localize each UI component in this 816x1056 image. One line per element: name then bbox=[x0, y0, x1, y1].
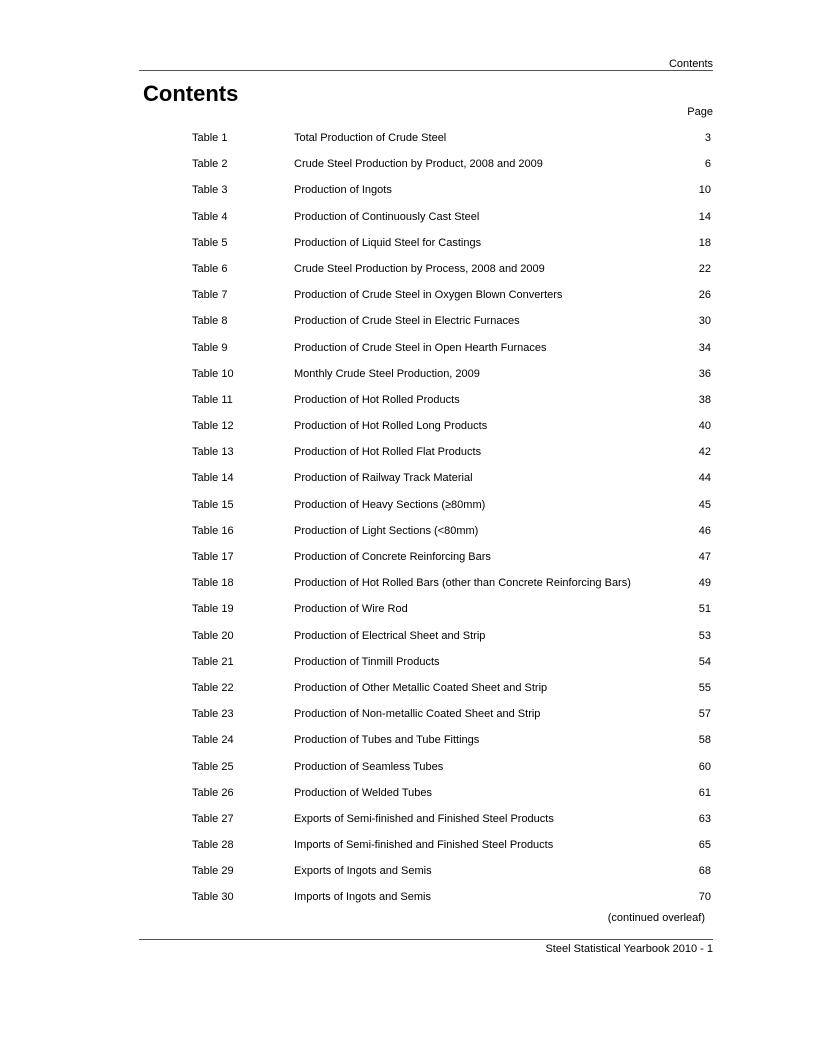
toc-entry-page: 42 bbox=[698, 446, 711, 459]
toc-entry-page: 53 bbox=[698, 629, 711, 642]
toc-entry-page: 34 bbox=[698, 341, 711, 354]
toc-entry-number: Table 17 bbox=[192, 551, 234, 563]
toc-entry-page: 14 bbox=[698, 210, 711, 223]
toc-entry-number: Table 11 bbox=[192, 393, 233, 406]
toc-entry-number: Table 7 bbox=[192, 289, 228, 302]
toc-entry-page: 68 bbox=[698, 865, 711, 878]
toc-entry-page: 36 bbox=[698, 367, 711, 380]
toc-entry-page: 58 bbox=[698, 734, 711, 747]
footer-rule bbox=[139, 939, 713, 940]
toc-entry-number: Table 28 bbox=[192, 839, 234, 852]
toc-entry-number: Table 12 bbox=[192, 420, 234, 433]
toc-entry bbox=[0, 492, 816, 518]
toc-entry-title: Production of Crude Steel in Open Hearth Furnaces bbox=[294, 341, 547, 354]
toc-entry-number: Table 8 bbox=[192, 315, 228, 328]
toc-entry-title: Exports of Ingots and Semis bbox=[294, 865, 432, 878]
toc-entry bbox=[0, 308, 816, 334]
toc-entry-title: Production of Hot Rolled Flat Products bbox=[294, 446, 482, 459]
toc-entry-title: Imports of Ingots and Semis bbox=[294, 891, 431, 904]
toc-entry-number: Table 29 bbox=[192, 865, 234, 878]
toc-entry bbox=[0, 125, 816, 151]
header-rule bbox=[139, 70, 713, 71]
toc-entry-number: Table 23 bbox=[192, 708, 234, 721]
toc-entry-number: Table 30 bbox=[192, 891, 234, 904]
toc-entry-number: Table 10 bbox=[192, 367, 234, 380]
toc-entry-page: 45 bbox=[698, 498, 711, 511]
toc-entry-title: Production of Light Sections (<80mm) bbox=[294, 524, 479, 537]
toc-entry bbox=[0, 701, 816, 727]
toc-entry bbox=[0, 413, 816, 439]
toc-entry-page: 47 bbox=[698, 551, 711, 563]
toc-entry-number: Table 3 bbox=[192, 184, 228, 197]
toc-entry-title: Production of Crude Steel in Oxygen Blown Converters bbox=[294, 289, 563, 302]
toc-entry bbox=[0, 596, 816, 622]
toc-entry-title: Total Production of Crude Steel bbox=[294, 132, 447, 144]
page-title: Contents bbox=[143, 81, 239, 106]
toc-entry-number: Table 18 bbox=[192, 577, 234, 590]
toc-entry-page: 10 bbox=[698, 184, 711, 197]
toc-entry-page: 57 bbox=[698, 708, 711, 721]
toc-entry-title: Crude Steel Production by Process, 2008 and 2009 bbox=[294, 262, 545, 275]
toc-entry-number: Table 21 bbox=[192, 655, 234, 668]
toc-entry bbox=[0, 177, 816, 203]
toc-entry-title: Production of Liquid Steel for Castings bbox=[294, 236, 482, 249]
toc-entry bbox=[0, 465, 816, 491]
toc-entry-title: Production of Seamless Tubes bbox=[294, 760, 444, 773]
toc-entry-title: Production of Wire Rod bbox=[294, 603, 408, 616]
toc-entry bbox=[0, 806, 816, 832]
toc-entry-title: Production of Crude Steel in Electric Furnaces bbox=[294, 315, 520, 328]
toc-entry-number: Table 1 bbox=[192, 132, 228, 144]
toc-entry-page: 3 bbox=[704, 132, 711, 144]
toc-entry-title: Production of Tinmill Products bbox=[294, 655, 440, 668]
toc-entry-number: Table 20 bbox=[192, 629, 234, 642]
toc-entry-title: Exports of Semi-finished and Finished Steel Products bbox=[294, 812, 554, 825]
toc-entry-title: Production of Concrete Reinforcing Bars bbox=[294, 551, 491, 563]
toc-entry-title: Imports of Semi-finished and Finished Steel Products bbox=[294, 839, 554, 852]
toc-entry-title: Production of Non-metallic Coated Sheet and Strip bbox=[294, 708, 541, 721]
toc-entry-title: Production of Electrical Sheet and Strip bbox=[294, 629, 486, 642]
toc-entry-number: Table 13 bbox=[192, 446, 234, 459]
toc-entry-number: Table 14 bbox=[192, 472, 234, 485]
toc-entry-number: Table 24 bbox=[192, 734, 234, 747]
toc-entry bbox=[0, 675, 816, 701]
toc-entry-title: Production of Welded Tubes bbox=[294, 786, 432, 799]
toc-entry-title: Production of Hot Rolled Long Products bbox=[294, 420, 488, 433]
toc-entry-number: Table 15 bbox=[192, 498, 234, 511]
running-header: Contents bbox=[668, 58, 713, 70]
toc-entry bbox=[0, 780, 816, 806]
toc-entry bbox=[0, 858, 816, 884]
toc-entry bbox=[0, 282, 816, 308]
toc-entry-number: Table 9 bbox=[192, 341, 228, 354]
toc-entry-number: Table 25 bbox=[192, 760, 234, 773]
page-column-label: Page bbox=[687, 106, 713, 118]
toc-entry-page: 38 bbox=[698, 393, 711, 406]
toc-entry bbox=[0, 204, 816, 230]
continued-note: (continued overleaf) bbox=[607, 912, 705, 924]
toc-entry-number: Table 6 bbox=[192, 262, 228, 275]
toc-entry-number: Table 5 bbox=[192, 236, 228, 249]
toc-entry-page: 40 bbox=[698, 420, 711, 433]
toc-entry-title: Crude Steel Production by Product, 2008 and 2009 bbox=[294, 158, 543, 171]
toc-entry-title: Production of Heavy Sections (≥80mm) bbox=[294, 498, 486, 511]
toc-entry bbox=[0, 439, 816, 465]
toc-entry-page: 6 bbox=[704, 158, 711, 171]
toc-entry bbox=[0, 256, 816, 282]
toc-entry bbox=[0, 544, 816, 570]
toc-entry-page: 63 bbox=[698, 812, 711, 825]
toc-entry-number: Table 27 bbox=[192, 812, 234, 825]
toc-entry-number: Table 2 bbox=[192, 158, 228, 171]
toc-entry-number: Table 16 bbox=[192, 524, 234, 537]
toc-entry-page: 55 bbox=[698, 681, 711, 694]
toc-entry-page: 22 bbox=[698, 262, 711, 275]
toc-entry bbox=[0, 387, 816, 413]
toc-entry bbox=[0, 230, 816, 256]
toc-entry bbox=[0, 754, 816, 780]
toc-entry-title: Production of Ingots bbox=[294, 184, 392, 197]
toc-entry bbox=[0, 623, 816, 649]
toc-entry bbox=[0, 151, 816, 177]
toc-entry bbox=[0, 727, 816, 753]
toc-entry-page: 60 bbox=[698, 760, 711, 773]
toc-entry-title: Production of Tubes and Tube Fittings bbox=[294, 734, 480, 747]
toc-entry bbox=[0, 361, 816, 387]
toc-entry-number: Table 19 bbox=[192, 603, 234, 616]
toc-entry-page: 44 bbox=[698, 472, 711, 485]
toc-entry-number: Table 26 bbox=[192, 786, 234, 799]
toc-entry-title: Production of Hot Rolled Bars (other than Concrete Reinforcing Bars) bbox=[294, 577, 631, 590]
toc-entry-page: 46 bbox=[698, 524, 711, 537]
toc-entry-title: Monthly Crude Steel Production, 2009 bbox=[294, 367, 480, 380]
toc-entry-title: Production of Continuously Cast Steel bbox=[294, 210, 480, 223]
toc-entry-page: 54 bbox=[698, 655, 711, 668]
toc-entry-title: Production of Railway Track Material bbox=[294, 472, 473, 485]
toc-entry bbox=[0, 832, 816, 858]
toc-entry-page: 18 bbox=[698, 236, 711, 249]
toc-entry-page: 26 bbox=[698, 289, 711, 302]
toc-entry bbox=[0, 335, 816, 361]
toc-entry-number: Table 22 bbox=[192, 681, 234, 694]
toc-entry-page: 49 bbox=[698, 577, 711, 590]
toc-entry-page: 61 bbox=[698, 786, 711, 799]
toc-entry-page: 70 bbox=[698, 891, 711, 904]
toc-entry-page: 30 bbox=[698, 315, 711, 328]
toc-entry bbox=[0, 649, 816, 675]
toc-entry-page: 65 bbox=[698, 839, 711, 852]
toc-entry-page: 51 bbox=[698, 603, 711, 616]
toc-entry-number: Table 4 bbox=[192, 210, 228, 223]
toc-entry-title: Production of Other Metallic Coated Sheet and Strip bbox=[294, 681, 548, 694]
table-of-contents bbox=[0, 125, 816, 911]
toc-entry bbox=[0, 518, 816, 544]
page-footer: Steel Statistical Yearbook 2010 - 1 bbox=[545, 943, 713, 955]
toc-entry bbox=[0, 884, 816, 910]
toc-entry bbox=[0, 570, 816, 596]
toc-entry-title: Production of Hot Rolled Products bbox=[294, 393, 460, 406]
